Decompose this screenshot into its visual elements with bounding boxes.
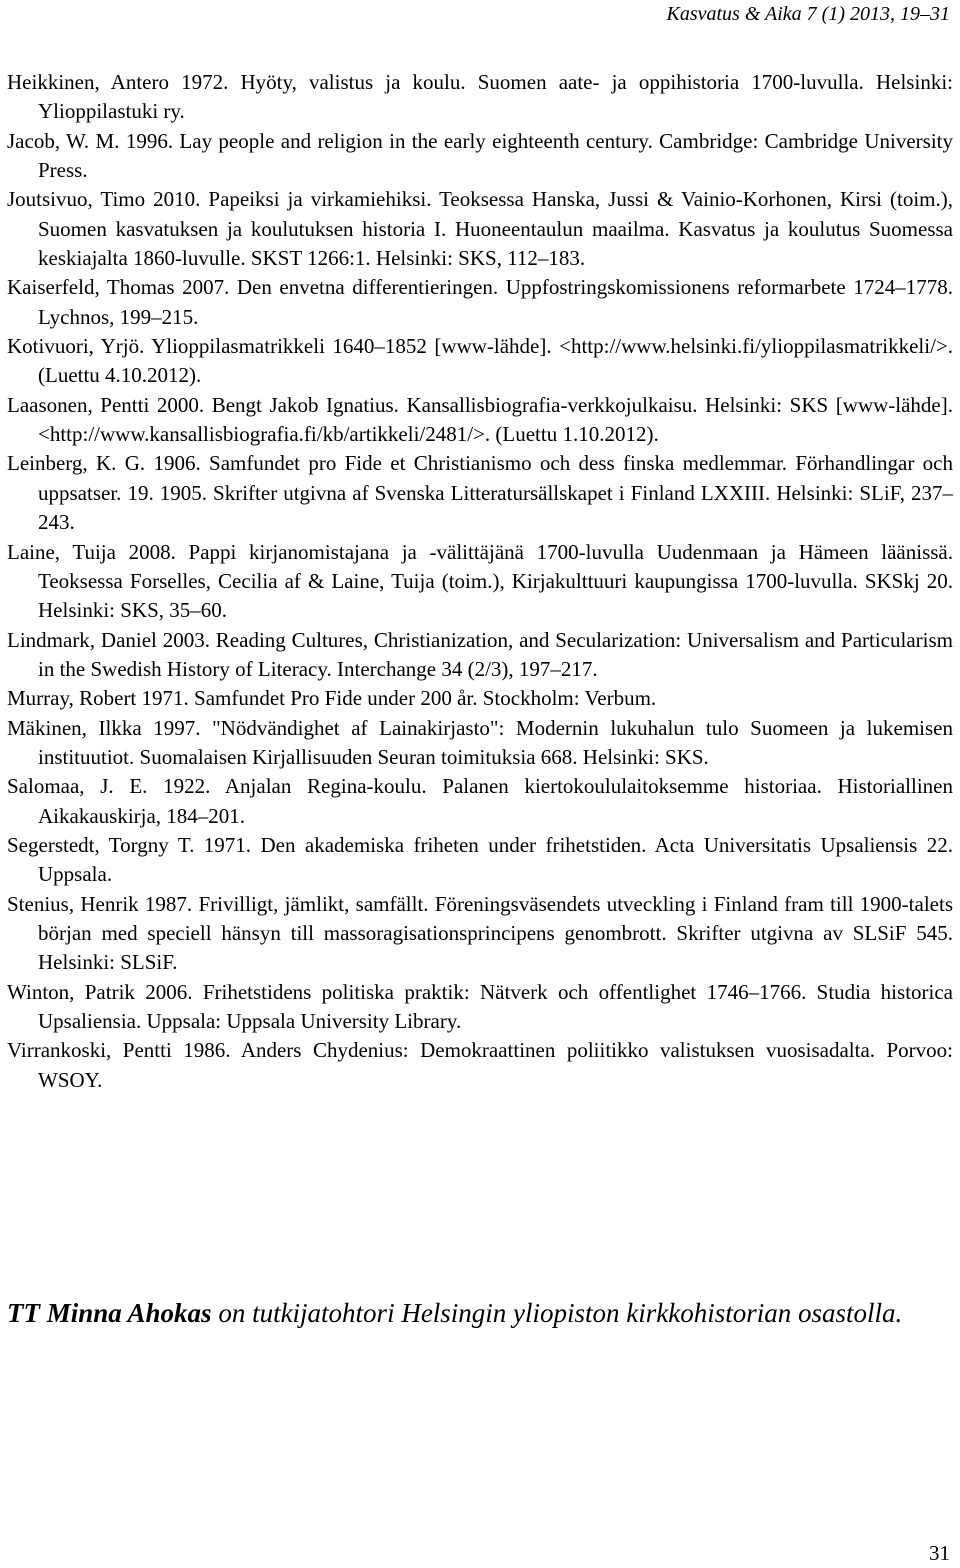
reference-entry: Laasonen, Pentti 2000. Bengt Jakob Ignatius. Kansallisbiografia-verkkojulkaisu. Helsinki: SKS [www-lähde]. <http://www.kansallisbiografia.fi/kb/artikkeli/2481/>. (Luettu 1.10.2012). — [7, 392, 953, 447]
author-bio-text: on tutkijatohtori Helsingin yliopiston kirkkohistorian osastolla. — [211, 1298, 903, 1328]
reference-entry: Stenius, Henrik 1987. Frivilligt, jämlikt, samfällt. Föreningsväsendets utveckling i Finland fram till 1900-talets början med speciell hänsyn till massoragisationsprincipens genombrott. Skrifter utgivna av SLSiF 545. Helsinki: SLSiF. — [7, 891, 953, 975]
reference-entry: Joutsivuo, Timo 2010. Papeiksi ja virkamiehiksi. Teoksessa Hanska, Jussi & Vainio-Korhonen, Kirsi (toim.), Suomen kasvatuksen ja koulutuksen historia I. Huoneentaulun maailma. Kasvatus ja koulutus Suomessa keskiajalta 1860-luvulle. SKST 1266:1. Helsinki: SKS, 112–183. — [7, 187, 953, 271]
reference-entry: Murray, Robert 1971. Samfundet Pro Fide under 200 år. Stockholm: Verbum. — [7, 686, 657, 711]
reference-entry: Heikkinen, Antero 1972. Hyöty, valistus ja koulu. Suomen aate- ja oppihistoria 1700-luvulla. Helsinki: Ylioppilastuki ry. — [7, 70, 953, 124]
author-bio — [7, 1295, 953, 1331]
reference-entry: Lindmark, Daniel 2003. Reading Cultures, Christianization, and Secularization: Universalism and Particularism in the Swedish History of Literacy. Interchange 34 (2/3), 197–217. — [7, 627, 953, 681]
author-name: TT Minna Ahokas — [7, 1298, 212, 1328]
reference-entry: Virrankoski, Pentti 1986. Anders Chydenius: Demokraattinen poliitikko valistuksen vuosisadalta. Porvoo: WSOY. — [7, 1038, 953, 1092]
reference-entry: Laine, Tuija 2008. Pappi kirjanomistajana ja -välittäjänä 1700-luvulla Uudenmaan ja Hämeen läänissä. Teoksessa Forselles, Cecilia af & Laine, Tuija (toim.), Kirjakulttuuri kaupungissa 1700-luvulla. SKSkj 20. Helsinki: SKS, 35–60. — [7, 539, 953, 623]
reference-list — [7, 68, 953, 1095]
reference-entry: Winton, Patrik 2006. Frihetstidens politiska praktik: Nätverk och offentlighet 1746–1766. Studia historica Upsaliensia. Uppsala: Uppsala University Library. — [7, 979, 953, 1033]
reference-entry: Jacob, W. M. 1996. Lay people and religion in the early eighteenth century. Cambridge: Cambridge University Press. — [7, 128, 953, 183]
reference-entry: Salomaa, J. E. 1922. Anjalan Regina-koulu. Palanen kiertokoululaitoksemme historiaa. Historiallinen Aikakauskirja, 184–201. — [7, 774, 953, 828]
reference-entry: Segerstedt, Torgny T. 1971. Den akademiska friheten under frihetstiden. Acta Universitatis Upsaliensis 22. Uppsala. — [7, 832, 953, 887]
reference-entry: Kotivuori, Yrjö. Ylioppilasmatrikkeli 1640–1852 [www-lähde]. <http://www.helsinki.​fi/ylioppilasmatrikkeli/>. (Luettu 4.10.2012). — [7, 334, 953, 388]
reference-entry: Kaiserfeld, Thomas 2007. Den envetna differentieringen. Uppfostringskomissionens reformarbete 1724–1778. Lychnos, 199–215. — [7, 275, 953, 329]
reference-entry: Mäkinen, Ilkka 1997. "Nödvändighet af Lainakirjasto": Modernin lukuhalun tulo Suomeen ja lukemisen instituutiot. Suomalaisen Kirjallisuuden Seuran toimituksia 668. Helsinki: SKS. — [7, 715, 953, 769]
page-number: 31 — [929, 1541, 950, 1565]
running-header: Kasvatus & Aika 7 (1) 2013, 19–31 — [666, 3, 950, 25]
reference-entry: Leinberg, K. G. 1906. Samfundet pro Fide et Christianismo och dess finska medlemmar. Förhandlingar och uppsatser. 19. 1905. Skrifter utgivna af Svenska Litteratursällskapet i Finland LXXIII. Helsinki: SLiF, 237–243. — [7, 451, 953, 535]
